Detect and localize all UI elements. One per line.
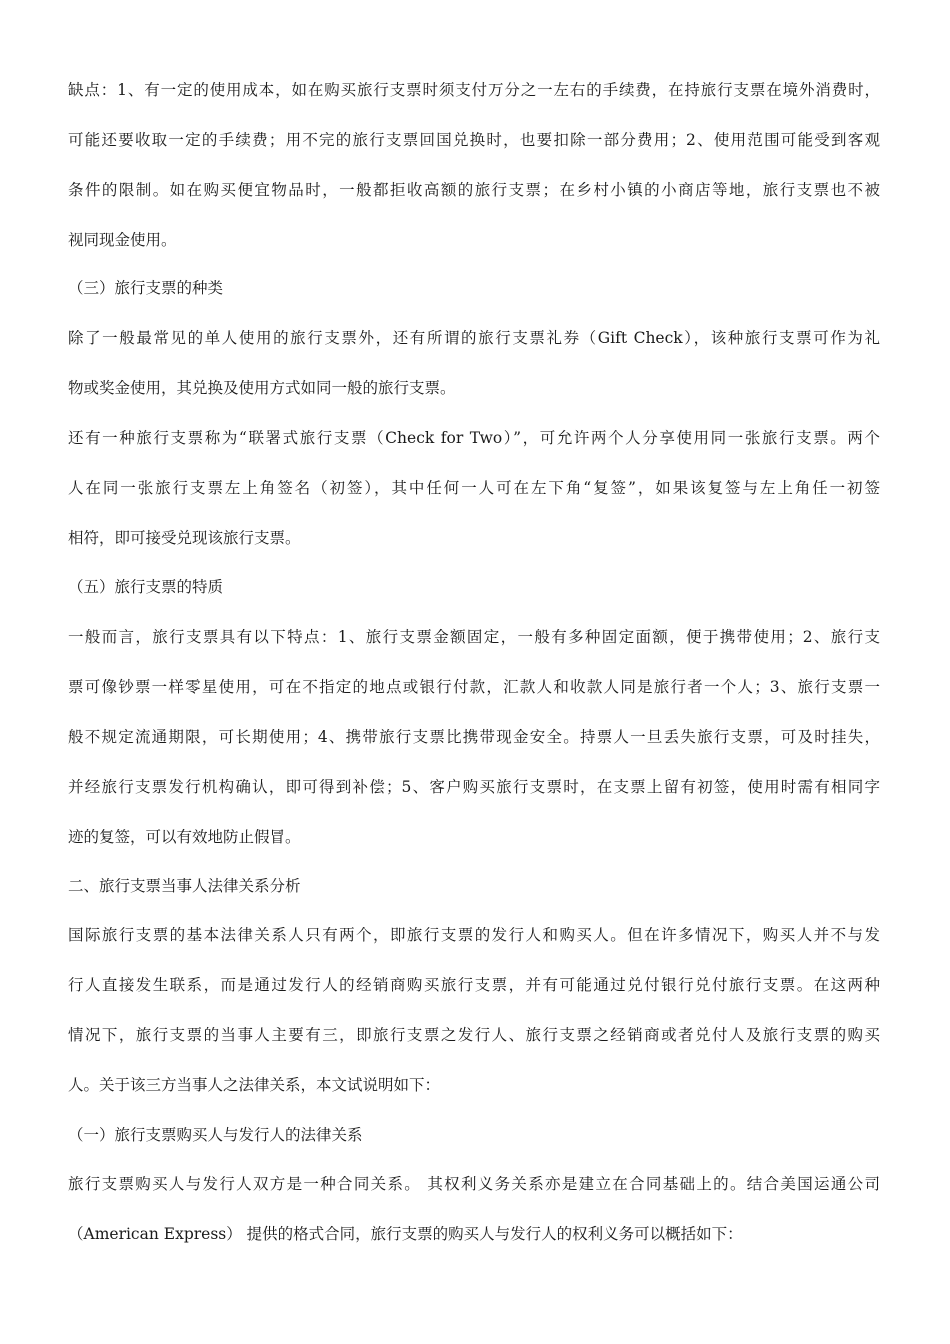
paragraph-line: 情况下，旅行支票的当事人主要有三，即旅行支票之发行人、旅行支票之经销商或者兑付人及旅行支票的购买 [68,1026,880,1044]
section-heading: （三）旅行支票的种类 [68,279,224,297]
paragraph-line: 还有一种旅行支票称为“联署式旅行支票（Check for Two）”，可允许两个人分享使用同一张旅行支票。两个 [68,429,880,447]
paragraph-line: 条件的限制。如在购买便宜物品时，一般都拒收高额的旅行支票；在乡村小镇的小商店等地，旅行支票也不被 [68,181,880,199]
section-heading: 二、旅行支票当事人法律关系分析 [68,877,301,895]
paragraph-line: 般不规定流通期限，可长期使用；4、携带旅行支票比携带现金安全。持票人一旦丢失旅行支票，可及时挂失， [68,728,880,746]
paragraph-line: 国际旅行支票的基本法律关系人只有两个，即旅行支票的发行人和购买人。但在许多情况下，购买人并不与发 [68,926,880,944]
paragraph-line: 人在同一张旅行支票左上角签名（初签），其中任何一人可在左下角“复签”，如果该复签与左上角任一初签 [68,479,880,497]
paragraph-line: 人。关于该三方当事人之法律关系，本文试说明如下： [68,1076,441,1094]
paragraph-line: 视同现金使用。 [68,231,177,249]
paragraph-line: （American Express） 提供的格式合同，旅行支票的购买人与发行人的权利义务可以概括如下： [68,1225,743,1243]
paragraph-line: 旅行支票购买人与发行人双方是一种合同关系。 其权利义务关系亦是建立在合同基础上的。结合美国运通公司 [68,1175,880,1193]
paragraph-line: 物或奖金使用，其兑换及使用方式如同一般的旅行支票。 [68,379,456,397]
paragraph-line: 除了一般最常见的单人使用的旅行支票外，还有所谓的旅行支票礼券（Gift Check），该种旅行支票可作为礼 [68,329,880,347]
section-heading: （五）旅行支票的特质 [68,578,224,596]
paragraph-line: 缺点：1、有一定的使用成本，如在购买旅行支票时须支付万分之一左右的手续费，在持旅行支票在境外消费时， [68,81,880,99]
paragraph-line: 一般而言，旅行支票具有以下特点：1、旅行支票金额固定，一般有多种固定面额，便于携带使用；2、旅行支 [68,628,880,646]
paragraph-line: 票可像钞票一样零星使用，可在不指定的地点或银行付款，汇款人和收款人同是旅行者一个人；3、旅行支票一 [68,678,880,696]
paragraph-line: 相符，即可接受兑现该旅行支票。 [68,529,301,547]
paragraph-line: 可能还要收取一定的手续费；用不完的旅行支票回国兑换时，也要扣除一部分费用；2、使用范围可能受到客观 [68,131,880,149]
section-heading: （一）旅行支票购买人与发行人的法律关系 [68,1126,363,1144]
paragraph-line: 并经旅行支票发行机构确认，即可得到补偿；5、客户购买旅行支票时，在支票上留有初签，使用时需有相同字 [68,778,880,796]
paragraph-line: 迹的复签，可以有效地防止假冒。 [68,828,301,846]
paragraph-line: 行人直接发生联系，而是通过发行人的经销商购买旅行支票，并有可能通过兑付银行兑付旅行支票。在这两种 [68,976,880,994]
